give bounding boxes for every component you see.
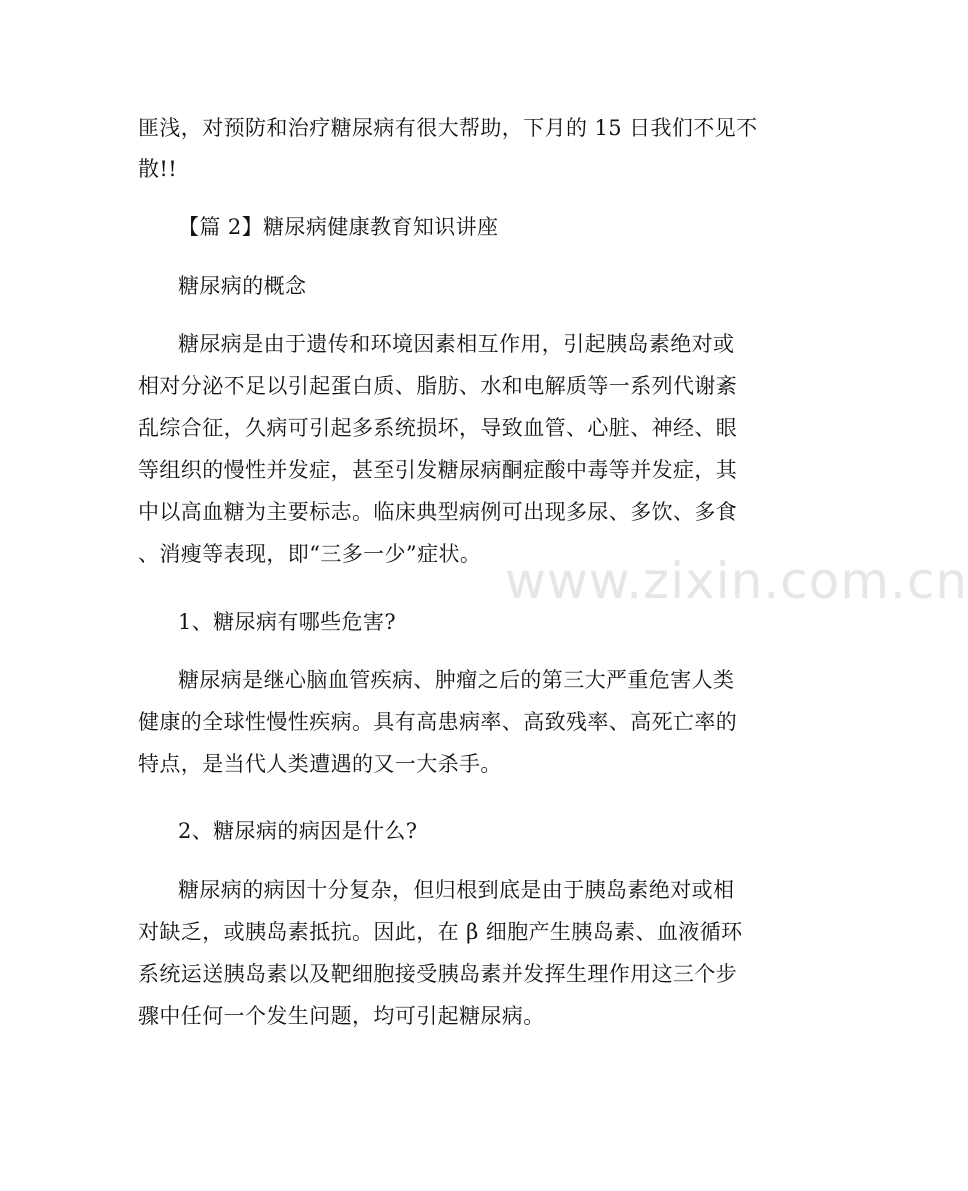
paragraph-line: 等组织的慢性并发症，甚至引发糖尿病酮症酸中毒等并发症，其 bbox=[138, 458, 738, 482]
paragraph-line: 系统运送胰岛素以及靶细胞接受胰岛素并发挥生理作用这三个步 bbox=[138, 962, 738, 986]
paragraph-line: 中以高血糖为主要标志。临床典型病例可出现多尿、多饮、多食 bbox=[138, 500, 738, 524]
paragraph-line: 对缺乏，或胰岛素抵抗。因此，在 β 细胞产生胰岛素、血液循环 bbox=[138, 920, 743, 944]
paragraph-line: 糖尿病是由于遗传和环境因素相互作用，引起胰岛素绝对或 bbox=[178, 332, 735, 356]
paragraph-line: 乱综合征，久病可引起多系统损坏，导致血管、心脏、神经、眼 bbox=[138, 416, 738, 440]
paragraph-line: 散!! bbox=[138, 157, 178, 181]
paragraph-line: 相对分泌不足以引起蛋白质、脂肪、水和电解质等一系列代谢紊 bbox=[138, 374, 738, 398]
paragraph-line: 特点，是当代人类遭遇的又一大杀手。 bbox=[138, 752, 502, 776]
paragraph-line: 骤中任何一个发生问题，均可引起糖尿病。 bbox=[138, 1004, 545, 1028]
question-heading: 1、糖尿病有哪些危害? bbox=[178, 610, 397, 634]
question-heading: 2、糖尿病的病因是什么? bbox=[178, 819, 418, 843]
paragraph-line: 糖尿病的病因十分复杂，但归根到底是由于胰岛素绝对或相 bbox=[178, 878, 735, 902]
paragraph-line: 糖尿病是继心脑血管疾病、肿瘤之后的第三大严重危害人类 bbox=[178, 668, 735, 692]
paragraph-line: 健康的全球性慢性疾病。具有高患病率、高致残率、高死亡率的 bbox=[138, 710, 738, 734]
paragraph-line: 、消瘦等表现，即“三多一少”症状。 bbox=[138, 542, 482, 566]
paragraph-line: 匪浅，对预防和治疗糖尿病有很大帮助，下月的 15 日我们不见不 bbox=[138, 116, 758, 140]
watermark: www.zixin.com.cn bbox=[505, 552, 968, 610]
section-heading: 【篇 2】糖尿病健康教育知识讲座 bbox=[178, 215, 499, 239]
subheading: 糖尿病的概念 bbox=[178, 274, 307, 298]
